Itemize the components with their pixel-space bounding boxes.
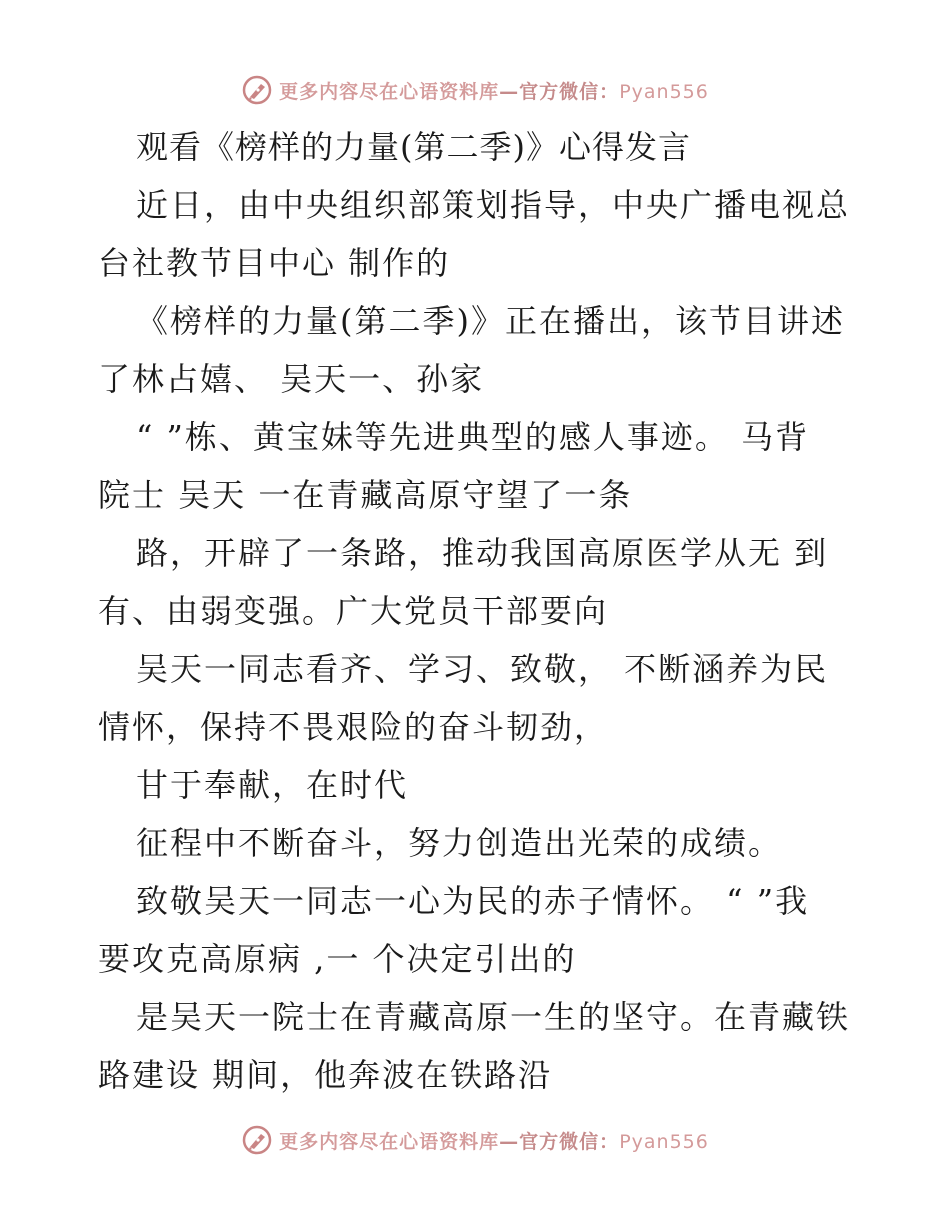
- text-line: 甘于奉献，在时代: [136, 766, 409, 804]
- banner-separator: —: [499, 1130, 520, 1153]
- footer-watermark: [0, 1120, 950, 1160]
- pen-nib-logo-icon: [241, 74, 273, 106]
- document-title: 观看《榜样的力量(第二季)》心得发言: [136, 128, 691, 166]
- banner-separator: —: [499, 80, 520, 103]
- banner-brand-text: 更多内容尽在心语资料库: [279, 1130, 500, 1153]
- text-line: 有、由弱变强。广大党员干部要向: [98, 592, 609, 630]
- text-line: 吴天一同志看齐、学习、致敬， 不断涵养为民: [136, 650, 829, 688]
- banner-wechat-id: Pyan556: [619, 80, 709, 103]
- text-line: 路建设 期间，他奔波在铁路沿: [98, 1056, 553, 1094]
- banner-wechat-id: Pyan556: [619, 1130, 709, 1153]
- text-line: 致敬吴天一同志一心为民的赤子情怀。 “ ”我: [136, 882, 810, 920]
- text-line: 《榜样的力量(第二季)》正在播出，该节目讲述: [136, 302, 845, 340]
- text-line: “ ”栋、黄宝妹等先进典型的感人事迹。 马背: [136, 418, 810, 456]
- header-watermark: [0, 70, 950, 110]
- text-line: 台社教节目中心 制作的: [98, 244, 451, 282]
- text-line: 征程中不断奋斗，努力创造出光荣的成绩。: [136, 824, 783, 862]
- banner-wechat-label: 官方微信：: [519, 1130, 620, 1153]
- text-line: 情怀，保持不畏艰险的奋斗韧劲，: [98, 708, 609, 746]
- text-line: 要攻克高原病 ,一 个决定引出的: [98, 940, 577, 978]
- text-line: 路，开辟了一条路，推动我国高原医学从无 到: [136, 534, 829, 572]
- banner-wechat-label: 官方微信：: [519, 80, 620, 103]
- text-line: 院士 吴天 一在青藏高原守望了一条: [98, 476, 633, 514]
- document-body: [98, 118, 858, 1104]
- banner-brand-text: 更多内容尽在心语资料库: [279, 80, 500, 103]
- pen-nib-logo-icon: [241, 1124, 273, 1156]
- text-line: 了林占嬉、 吴天一、孙家: [98, 360, 485, 398]
- text-line: 是吴天一院士在青藏高原一生的坚守。在青藏铁: [136, 998, 851, 1036]
- text-line: 近日，由中央组织部策划指导，中央广播电视总: [136, 186, 851, 224]
